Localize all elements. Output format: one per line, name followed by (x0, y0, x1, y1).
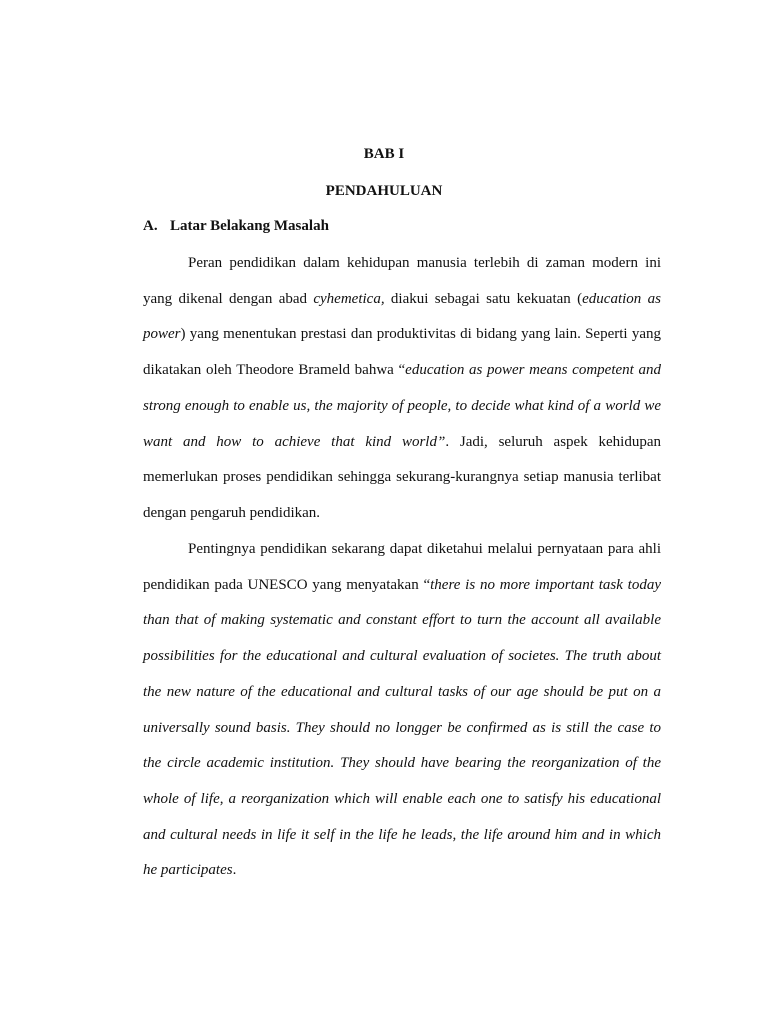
paragraph-1-text-4: . Jadi, seluruh aspek kehidupan memerlukan proses pendidikan sehingga sekurang-kurangnya setiap manusia terlibat dengan pengaruh pendidikan. (143, 433, 661, 521)
chapter-number: BAB I (363, 146, 405, 162)
paragraph-1-italic-1: cyhemetica, (313, 290, 385, 307)
paragraph-2-quote: there is no more important task today than that of making systematic and constant effort to turn the account all available possibilities for the educational and cultural evaluation of societes. The truth about the new nature of the educational and cultural tasks of our age should be put on a universally sound basis. They should no longger be confirmed as is still the case to the circle academic institution. They should have bearing the reorganization of the whole of life, a reorganization which will enable each one to satisfy his educational and cultural needs in life it self in the life he leads, the life around him and in which he participates (143, 576, 661, 879)
paragraph-2-text-1: Pentingnya pendidikan sekarang dapat diketahui melalui pernyataan para ahli pendidikan pada UNESCO yang menyatakan “ (143, 541, 661, 593)
paragraph-1-text-3: ) yang menentukan prestasi dan produktivitas di bidang yang lain. Seperti yang dikatakan oleh Theodore Brameld bahwa “ (143, 326, 661, 379)
section-title: Latar Belakang Masalah (170, 218, 329, 234)
paragraph-1-italic-2: education as power (143, 290, 661, 343)
paragraph-1-text-1: Peran pendidikan dalam kehidupan manusia terlebih di zaman modern ini yang dikenal dengan abad (143, 255, 661, 307)
paragraph-2-text-2: . (232, 862, 237, 879)
paragraph-1-quote: education as power means competent and strong enough to enable us, the majority of people, to decide what kind of a world we want and how to achieve that kind world” (143, 362, 661, 450)
section-heading (143, 218, 329, 235)
chapter-title: PENDAHULUAN (325, 183, 443, 199)
paragraph-1 (143, 246, 661, 532)
section-number: A. (143, 218, 158, 234)
paragraph-1-text-2: diakui sebagai satu kekuatan ( (384, 290, 583, 307)
paragraph-2 (143, 532, 661, 889)
